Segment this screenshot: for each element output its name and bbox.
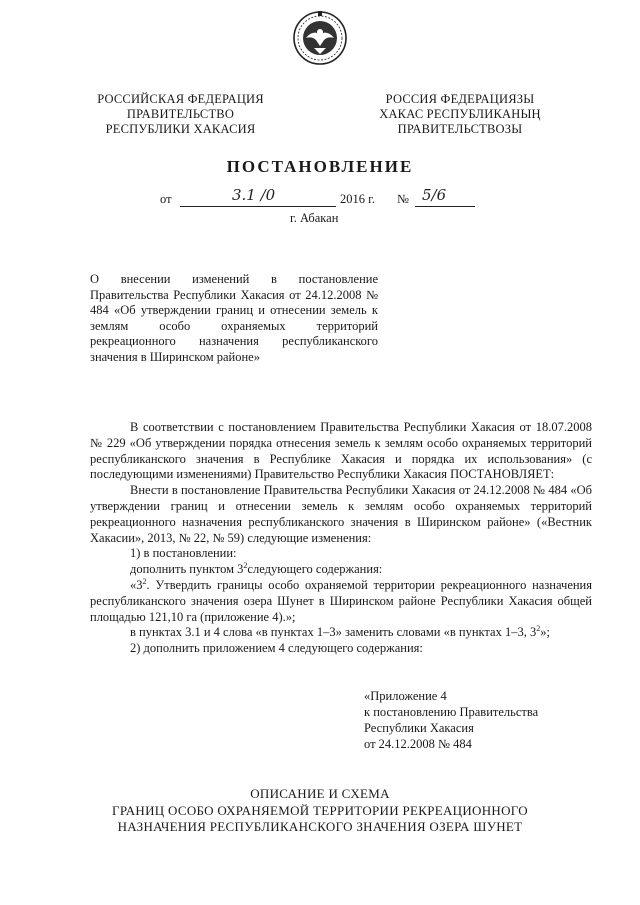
annex-line: «Приложение 4 <box>364 689 447 703</box>
header-left-line: РЕСПУБЛИКИ ХАКАСИЯ <box>105 122 256 136</box>
annex-line: от 24.12.2008 № 484 <box>364 737 472 751</box>
number-sign: № <box>397 192 409 206</box>
document-body <box>90 420 592 657</box>
superscript: 2 <box>142 576 147 586</box>
header-right-line: РОССИЯ ФЕДЕРАЦИЯЗЫ <box>385 92 535 106</box>
number-underline <box>415 206 475 207</box>
handwritten-number: 5/6 <box>422 186 447 204</box>
annex-line: Республики Хакасия <box>364 721 474 735</box>
body-text: «3 <box>130 577 143 592</box>
annex-heading <box>0 786 640 836</box>
annex-reference <box>364 688 538 752</box>
header-right <box>365 92 555 137</box>
document-title: ПОСТАНОВЛЕНИЕ <box>226 157 414 176</box>
header-left-line: РОССИЙСКАЯ ФЕДЕРАЦИЯ <box>97 92 264 106</box>
date-prefix: от <box>160 192 172 206</box>
body-paragraph <box>90 625 592 641</box>
annex-heading-line: ОПИСАНИЕ И СХЕМА <box>250 786 390 801</box>
body-paragraph: Внести в постановление Правительства Республики Хакасия от 24.12.2008 № 484 «Об утверждении границ и отнесении земель к землям особо охраняемых территорий рекреационного назначения республиканского значения в Ширинском районе» («Вестник Хакасии», 2013, № 22, № 59) следующие изменения: <box>90 483 592 545</box>
superscript: 2 <box>243 561 248 571</box>
body-paragraph: 1) в постановлении: <box>130 546 237 561</box>
body-text: . Утвердить границы особо охраняемой территории рекреационного назначения республиканского значения озера Шунет в Ширинском районе Республики Хакасия общей площадью 121,10 га (приложение 4).»; <box>90 577 592 624</box>
body-paragraph <box>90 578 592 625</box>
date-line <box>160 186 490 210</box>
coat-of-arms-emblem <box>292 10 348 66</box>
subject-paragraph: О внесении изменений в постановление Правительства Республики Хакасия от 24.12.2008 № 484 «Об утверждении границ и отнесении земель к землям особо охраняемых территорий рекреационного назначения республиканского значения в Ширинском районе» <box>90 272 378 364</box>
header-left <box>88 92 273 137</box>
header-right-line: ПРАВИТЕЛЬСТВОЗЫ <box>397 122 523 136</box>
header-left-line: ПРАВИТЕЛЬСТВО <box>126 107 235 121</box>
date-year: 2016 г. <box>340 192 375 206</box>
body-paragraph: 2) дополнить приложением 4 следующего содержания: <box>130 641 423 656</box>
body-text: следующего содержания: <box>247 562 383 577</box>
header-right-line: ХАКАС РЕСПУБЛИКАНЫҢ <box>379 107 541 121</box>
body-text: в пунктах 3.1 и 4 слова «в пунктах 1–3» заменить словами «в пунктах 1–3, 3 <box>130 625 537 640</box>
body-text: »; <box>540 625 550 640</box>
handwritten-date: 3.1 /0 <box>232 186 276 204</box>
date-underline <box>180 206 336 207</box>
body-paragraph: В соответствии с постановлением Правительства Республики Хакасия от 18.07.2008 № 229 «Об утверждении порядка отнесения земель к землям особо охраняемых территорий республиканского значения в Республике Хакасия и порядка их использования» (с последующими изменениями) Правительство Республики Хакасия ПОСТАНОВЛЯЕТ: <box>90 420 592 482</box>
city: г. Абакан <box>290 211 339 225</box>
annex-line: к постановлению Правительства <box>364 705 539 719</box>
annex-heading-line: НАЗНАЧЕНИЯ РЕСПУБЛИКАНСКОГО ЗНАЧЕНИЯ ОЗЕРА ШУНЕТ <box>117 819 523 834</box>
superscript: 2 <box>536 624 541 634</box>
body-text: дополнить пунктом 3 <box>130 562 244 577</box>
annex-heading-line: ГРАНИЦ ОСОБО ОХРАНЯЕМОЙ ТЕРРИТОРИИ РЕКРЕАЦИОННОГО <box>112 802 528 818</box>
body-paragraph <box>90 562 592 578</box>
